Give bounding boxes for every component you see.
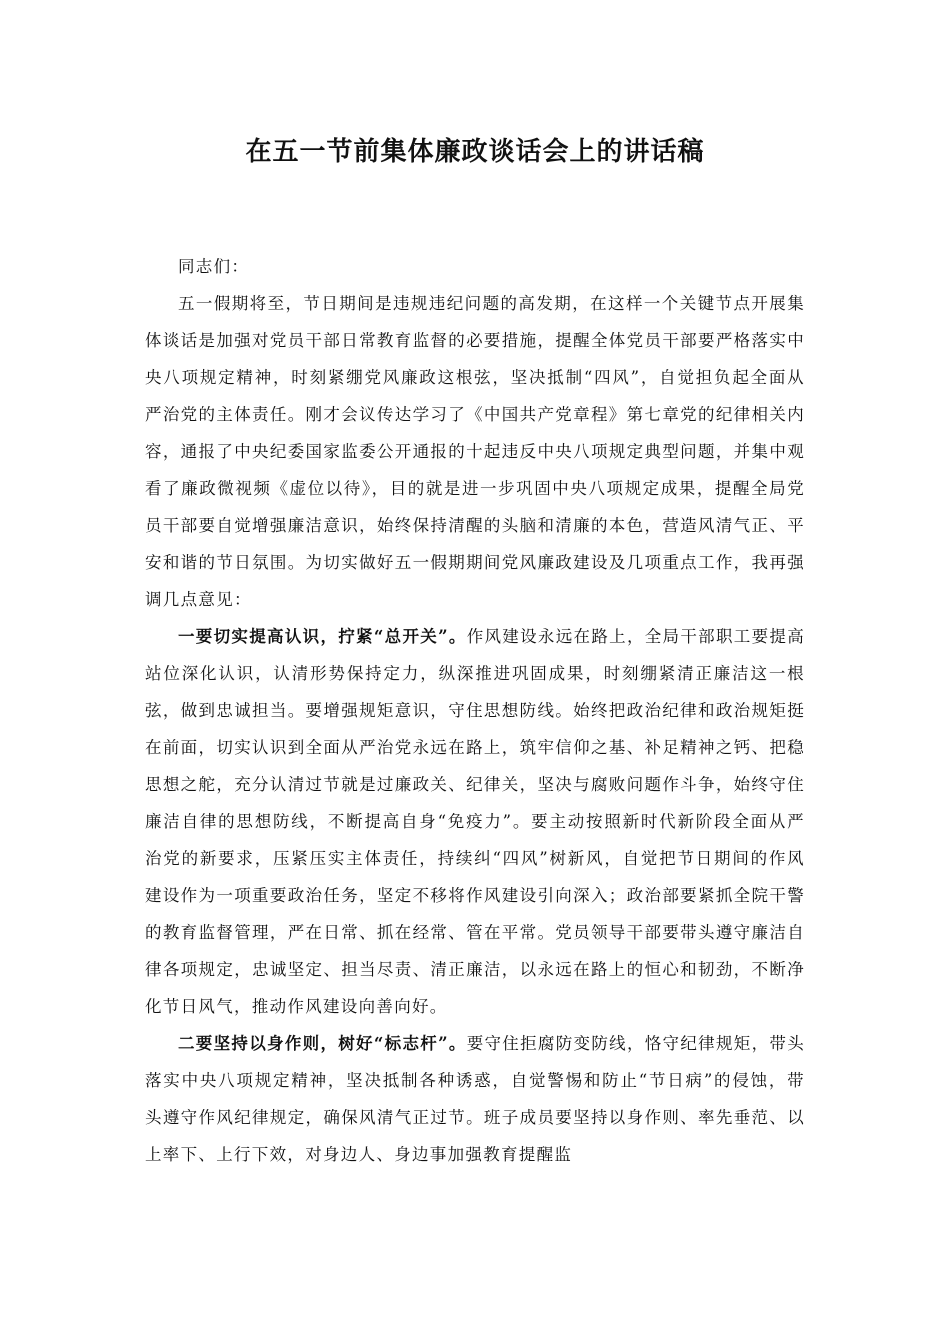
section-paragraph-1 bbox=[145, 618, 805, 1025]
intro-paragraph: 五一假期将至，节日期间是违规违纪问题的高发期，在这样一个关键节点开展集体谈话是加强对党员干部日常教育监督的必要措施，提醒全体党员干部要严格落实中央八项规定精神，时刻紧绷党风廉政这根弦，坚决抵制“四风”，自觉担负起全面从严治党的主体责任。刚才会议传达学习了《中国共产党章程》第七章党的纪律相关内容，通报了中央纪委国家监委公开通报的十起违反中央八项规定典型问题，并集中观看了廉政微视频《虚位以待》，目的就是进一步巩固中央八项规定成果，提醒全局党员干部要自觉增强廉洁意识，始终保持清醒的头脑和清廉的本色，营造风清气正、平安和谐的节日氛围。为切实做好五一假期期间党风廉政建设及几项重点工作，我再强调几点意见： bbox=[145, 294, 805, 609]
section-paragraph-2 bbox=[145, 1025, 805, 1173]
document-body bbox=[145, 248, 805, 1173]
salutation: 同志们： bbox=[178, 257, 250, 276]
section-text-1: 作风建设永远在路上，全局干部职工要提高站位深化认识，认清形势保持定力，纵深推进巩固成果，时刻绷紧清正廉洁这一根弦，做到忠诚担当。要增强规矩意识，守住思想防线。始终把政治纪律和政治规矩挺在前面，切实认识到全面从严治党永远在路上，筑牢信仰之基、补足精神之钙、把稳思想之舵，充分认清过节就是过廉政关、纪律关，坚决与腐败问题作斗争，始终守住廉洁自律的思想防线，不断提高自身“免疫力”。要主动按照新时代新阶段全面从严治党的新要求，压紧压实主体责任，持续纠“四风”树新风，自觉把节日期间的作风建设作为一项重要政治任务，坚定不移将作风建设引向深入；政治部要紧抓全院干警的教育监督管理，严在日常、抓在经常、管在平常。党员领导干部要带头遵守廉洁自律各项规定，忠诚坚定、担当尽责、清正廉洁，以永远在路上的恒心和韧劲，不断净化节日风气，推动作风建设向善向好。 bbox=[145, 627, 805, 1016]
document-title: 在五一节前集体廉政谈话会上的讲话稿 bbox=[245, 137, 705, 167]
section-lead-2: 二要坚持以身作则，树好“标志杆”。 bbox=[178, 1034, 467, 1053]
section-lead-1: 一要切实提高认识，拧紧“总开关”。 bbox=[178, 627, 467, 646]
section-text-2: 要守住拒腐防变防线，恪守纪律规矩，带头落实中央八项规定精神，坚决抵制各种诱惑，自觉警惕和防止“节日病”的侵蚀，带头遵守作风纪律规定，确保风清气正过节。班子成员要坚持以身作则、率先垂范、以上率下、上行下效，对身边人、身边事加强教育提醒监 bbox=[145, 1034, 805, 1164]
